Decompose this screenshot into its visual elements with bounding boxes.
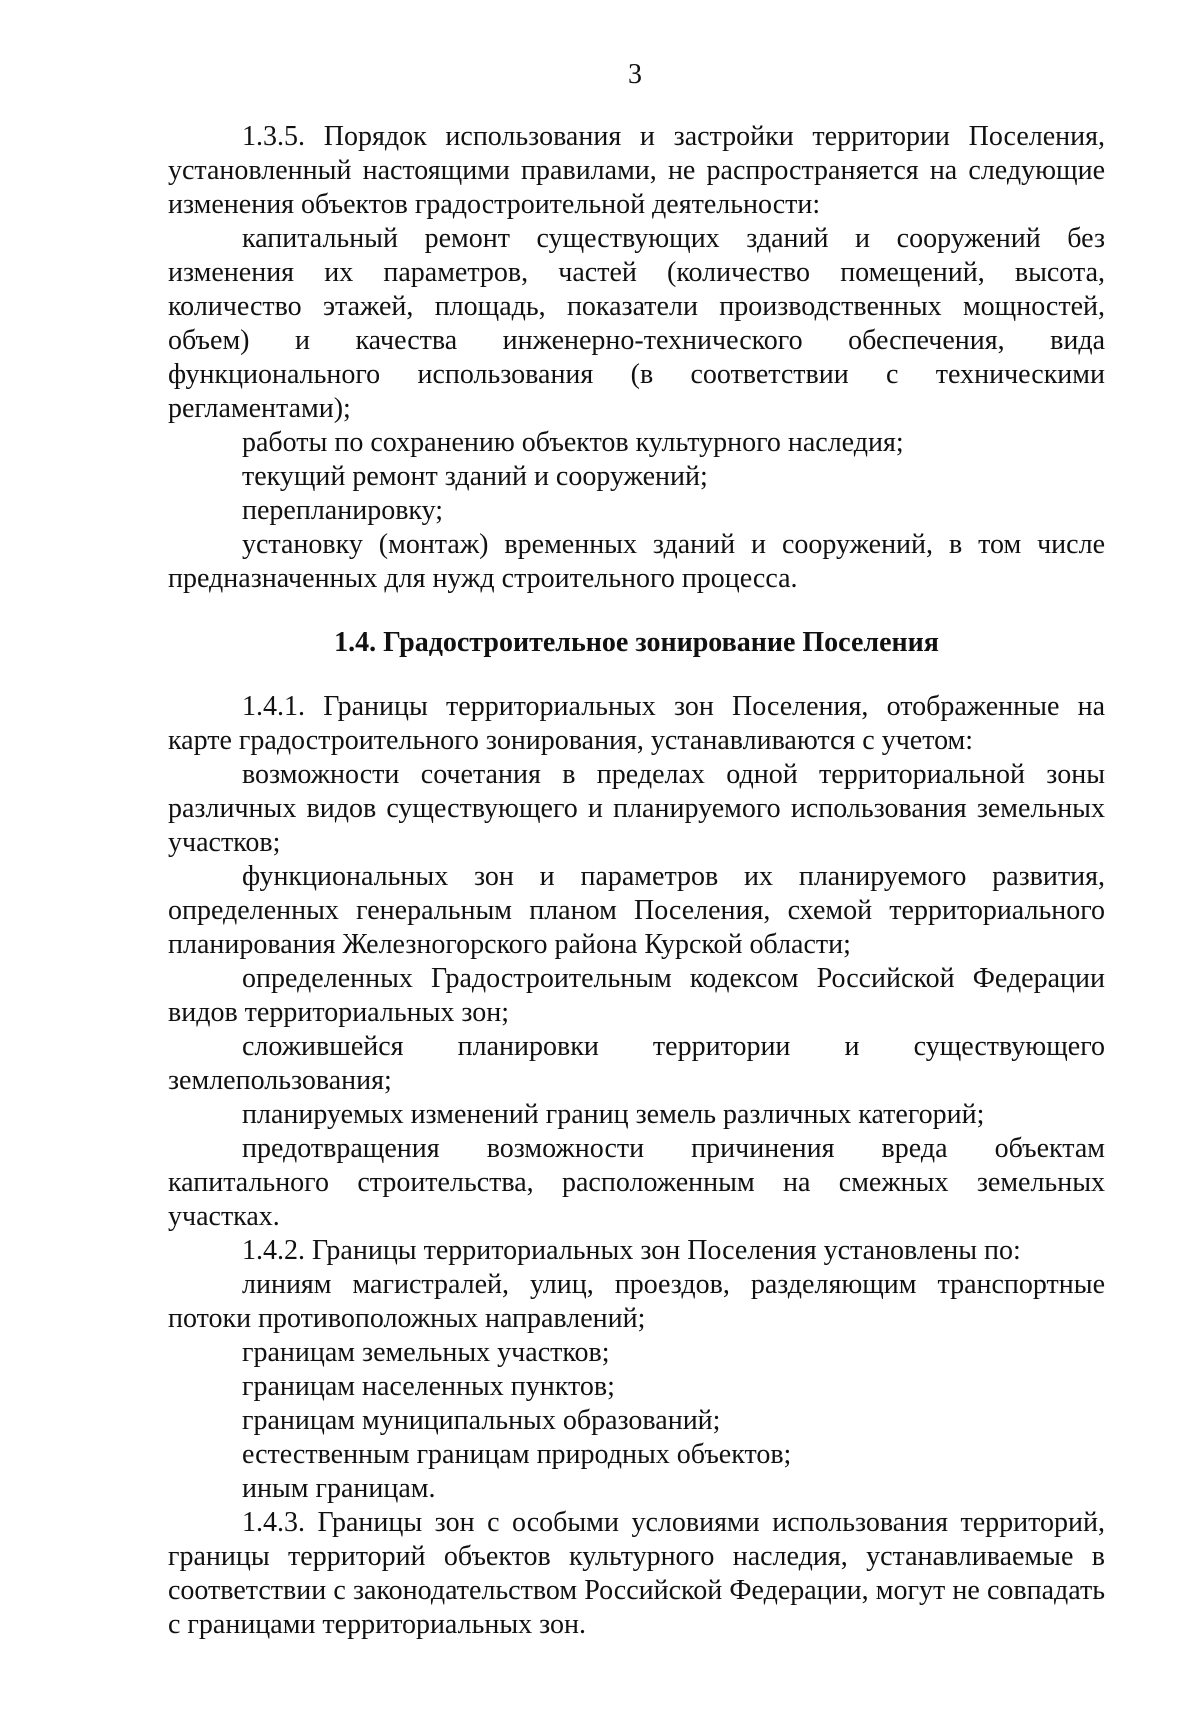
paragraph-1-3-5-intro: 1.3.5. Порядок использования и застройки территории Поселения, установленный настоящими правилами, не распространяется на следующие изменения объектов градостроительной деятельности: xyxy=(168,121,1105,220)
list-item: установку (монтаж) временных зданий и сооружений, в том числе предназначенных для нужд строительного процесса. xyxy=(168,529,1105,594)
section-heading: 1.4. Градостроительное зонирование Поселения xyxy=(334,627,939,658)
list-item: капитальный ремонт существующих зданий и сооружений без изменения их параметров, частей (количество помещений, высота, количество этажей, площадь, показатели производственных мощностей, объем) и качества инженерно-технического обеспечения, вида функционального использования (в соответствии с техническими регламентами); xyxy=(168,223,1105,424)
page-number: 3 xyxy=(628,59,642,90)
list-item: сложившейся планировки территории и существующего землепользования; xyxy=(168,1031,1105,1096)
document-body xyxy=(168,120,1105,1642)
list-item: иным границам. xyxy=(242,1473,436,1504)
list-item: перепланировку; xyxy=(242,495,444,526)
list-item: предотвращения возможности причинения вреда объектам капитального строительства, расположенным на смежных земельных участках. xyxy=(168,1133,1105,1232)
list-item: границам земельных участков; xyxy=(242,1337,610,1368)
list-item: границам населенных пунктов; xyxy=(242,1371,615,1402)
paragraph-1-4-3: 1.4.3. Границы зон с особыми условиями использования территорий, границы территорий объектов культурного наследия, устанавливаемые в соответствии с законодательством Российской Федерации, могут не совпадать с границами территориальных зон. xyxy=(168,1507,1105,1640)
list-item: функциональных зон и параметров их планируемого развития, определенных генеральным планом Поселения, схемой территориального планирования Железногорского района Курской области; xyxy=(168,861,1105,960)
list-item: определенных Градостроительным кодексом Российской Федерации видов территориальных зон; xyxy=(168,963,1105,1028)
paragraph-1-4-2-intro: 1.4.2. Границы территориальных зон Поселения установлены по: xyxy=(242,1235,1021,1266)
list-item: возможности сочетания в пределах одной территориальной зоны различных видов существующего и планируемого использования земельных участков; xyxy=(168,759,1105,858)
paragraph-1-4-1-intro: 1.4.1. Границы территориальных зон Поселения, отображенные на карте градостроительного зонирования, устанавливаются с учетом: xyxy=(168,691,1105,756)
list-item: естественным границам природных объектов; xyxy=(242,1439,792,1470)
list-item: текущий ремонт зданий и сооружений; xyxy=(242,461,708,492)
list-item: работы по сохранению объектов культурного наследия; xyxy=(242,427,904,458)
list-item: границам муниципальных образований; xyxy=(242,1405,721,1436)
list-item: планируемых изменений границ земель различных категорий; xyxy=(242,1099,985,1130)
list-item: линиям магистралей, улиц, проездов, разделяющим транспортные потоки противоположных направлений; xyxy=(168,1269,1105,1334)
